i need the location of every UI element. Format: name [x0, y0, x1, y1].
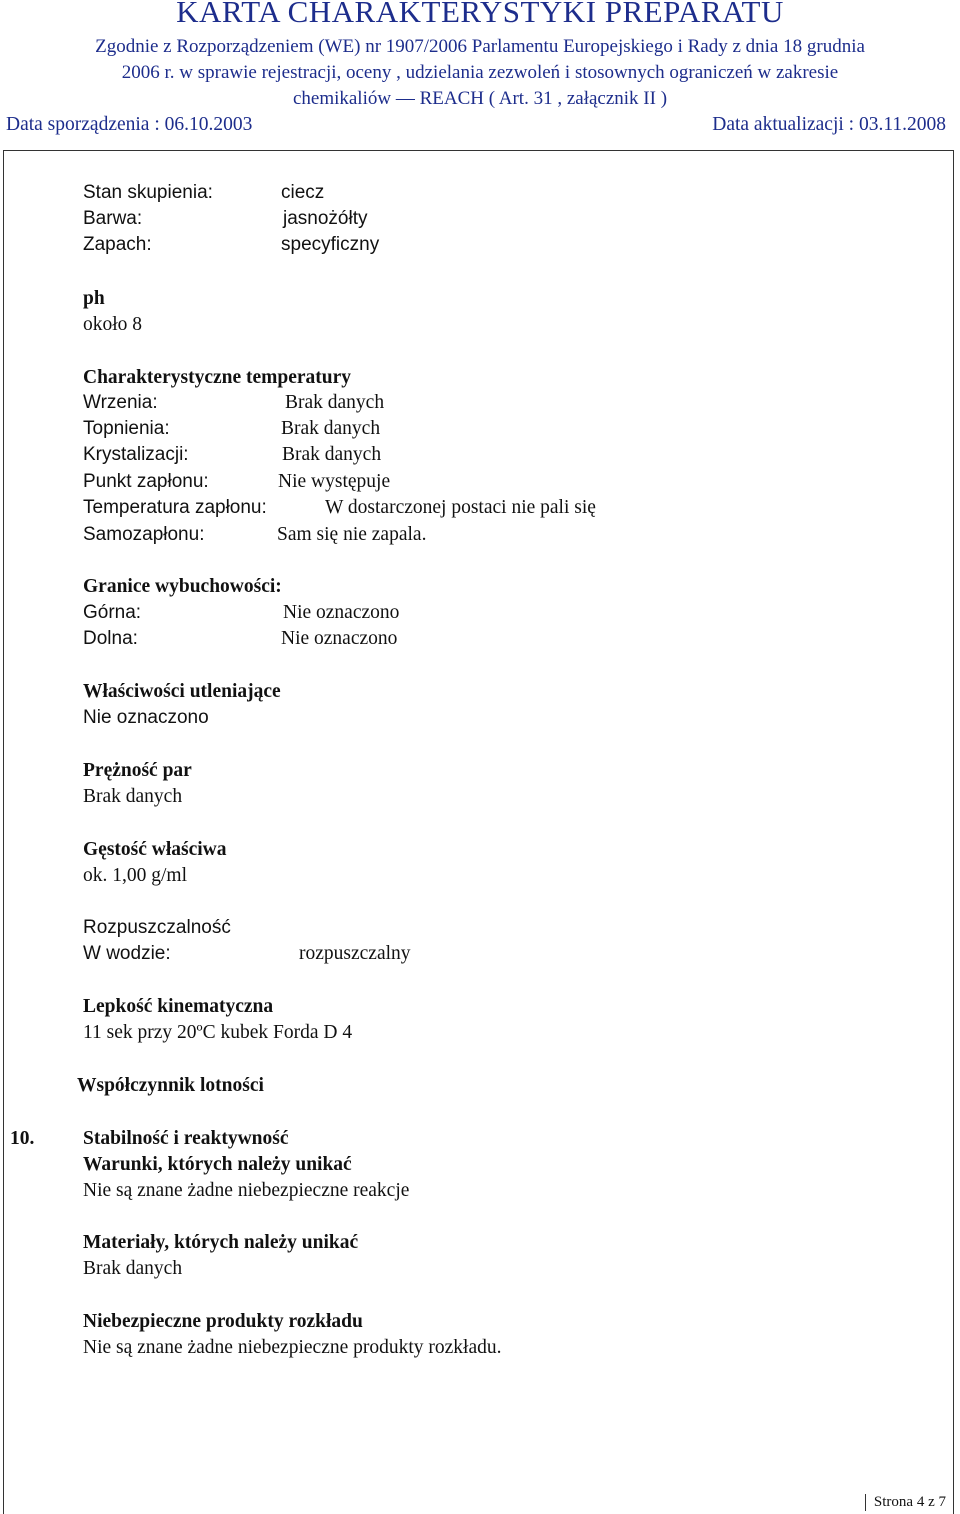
update-date: Data aktualizacji : 03.11.2008: [712, 114, 946, 135]
odor-label: Zapach:: [83, 234, 152, 255]
viscosity-value: 11 sek przy 20ºC kubek Forda D 4: [83, 1022, 353, 1043]
regulation-line-1: Zgodnie z Rozporządzeniem (WE) nr 1907/2006 Parlamentu Europejskiego i Rady z dnia 18 grudnia: [95, 36, 865, 57]
boiling-label: Wrzenia:: [83, 392, 158, 413]
regulation-line-3: chemikaliów — REACH ( Art. 31 , załącznik II ): [292, 88, 668, 109]
vapor-pressure-title: Prężność par: [83, 760, 192, 781]
regulation-line-2: 2006 r. w sprawie rejestracji, oceny , udzielania zezwoleń i stosownych ograniczeń w zakresie: [121, 62, 839, 83]
state-label: Stan skupienia:: [83, 182, 213, 203]
section-10-number: 10.: [10, 1128, 35, 1149]
state-value: ciecz: [281, 182, 325, 203]
ignition-temp-label: Temperatura zapłonu:: [83, 497, 267, 518]
color-value: jasnożółty: [283, 208, 368, 229]
conditions-to-avoid-title: Warunki, których należy unikać: [83, 1154, 352, 1175]
section-10-title: Stabilność i reaktywność: [83, 1128, 289, 1149]
water-solubility-value: rozpuszczalny: [299, 943, 411, 964]
explosion-limits-title: Granice wybuchowości:: [83, 576, 282, 597]
color-label: Barwa:: [83, 208, 143, 229]
viscosity-title: Lepkość kinematyczna: [83, 996, 274, 1017]
oxidizing-title: Właściwości utleniające: [83, 681, 281, 702]
oxidizing-value: Nie oznaczono: [83, 707, 209, 728]
ph-value: około 8: [83, 314, 143, 335]
melting-label: Topnienia:: [83, 418, 170, 439]
density-title: Gęstość właściwa: [83, 839, 227, 860]
creation-date: Data sporządzenia : 06.10.2003: [6, 114, 253, 135]
decomposition-products-title: Niebezpieczne produkty rozkładu: [83, 1311, 363, 1332]
temperatures-title: Charakterystyczne temperatury: [83, 367, 352, 388]
page-number: Strona 4 z 7: [865, 1494, 946, 1511]
odor-value: specyficzny: [281, 234, 380, 255]
materials-to-avoid-value: Brak danych: [83, 1258, 183, 1279]
flash-point-label: Punkt zapłonu:: [83, 471, 209, 492]
crystallization-value: Brak danych: [282, 444, 382, 465]
crystallization-label: Krystalizacji:: [83, 444, 189, 465]
solubility-title: Rozpuszczalność: [83, 917, 231, 938]
upper-limit-label: Górna:: [83, 602, 142, 623]
materials-to-avoid-title: Materiały, których należy unikać: [83, 1232, 359, 1253]
boiling-value: Brak danych: [285, 392, 385, 413]
conditions-to-avoid-value: Nie są znane żadne niebezpieczne reakcje: [83, 1180, 410, 1201]
autoignition-value: Sam się nie zapala.: [277, 524, 427, 545]
density-value: ok. 1,00 g/ml: [83, 865, 188, 886]
content-frame: [3, 150, 954, 1514]
water-solubility-label: W wodzie:: [83, 943, 171, 964]
vapor-pressure-value: Brak danych: [83, 786, 183, 807]
autoignition-label: Samozapłonu:: [83, 524, 205, 545]
document-title: KARTA CHARAKTERYSTYKI PREPARATU: [176, 0, 784, 29]
document-dates: [6, 114, 946, 136]
melting-value: Brak danych: [281, 418, 381, 439]
flash-point-value: Nie występuje: [278, 471, 391, 492]
volatility-title: Współczynnik lotności: [77, 1075, 264, 1096]
ph-title: ph: [83, 288, 105, 309]
lower-limit-label: Dolna:: [83, 628, 138, 649]
ignition-temp-value: W dostarczonej postaci nie pali się: [325, 497, 596, 518]
decomposition-products-value: Nie są znane żadne niebezpieczne produkty rozkładu.: [83, 1337, 502, 1358]
lower-limit-value: Nie oznaczono: [281, 628, 398, 649]
upper-limit-value: Nie oznaczono: [283, 602, 400, 623]
